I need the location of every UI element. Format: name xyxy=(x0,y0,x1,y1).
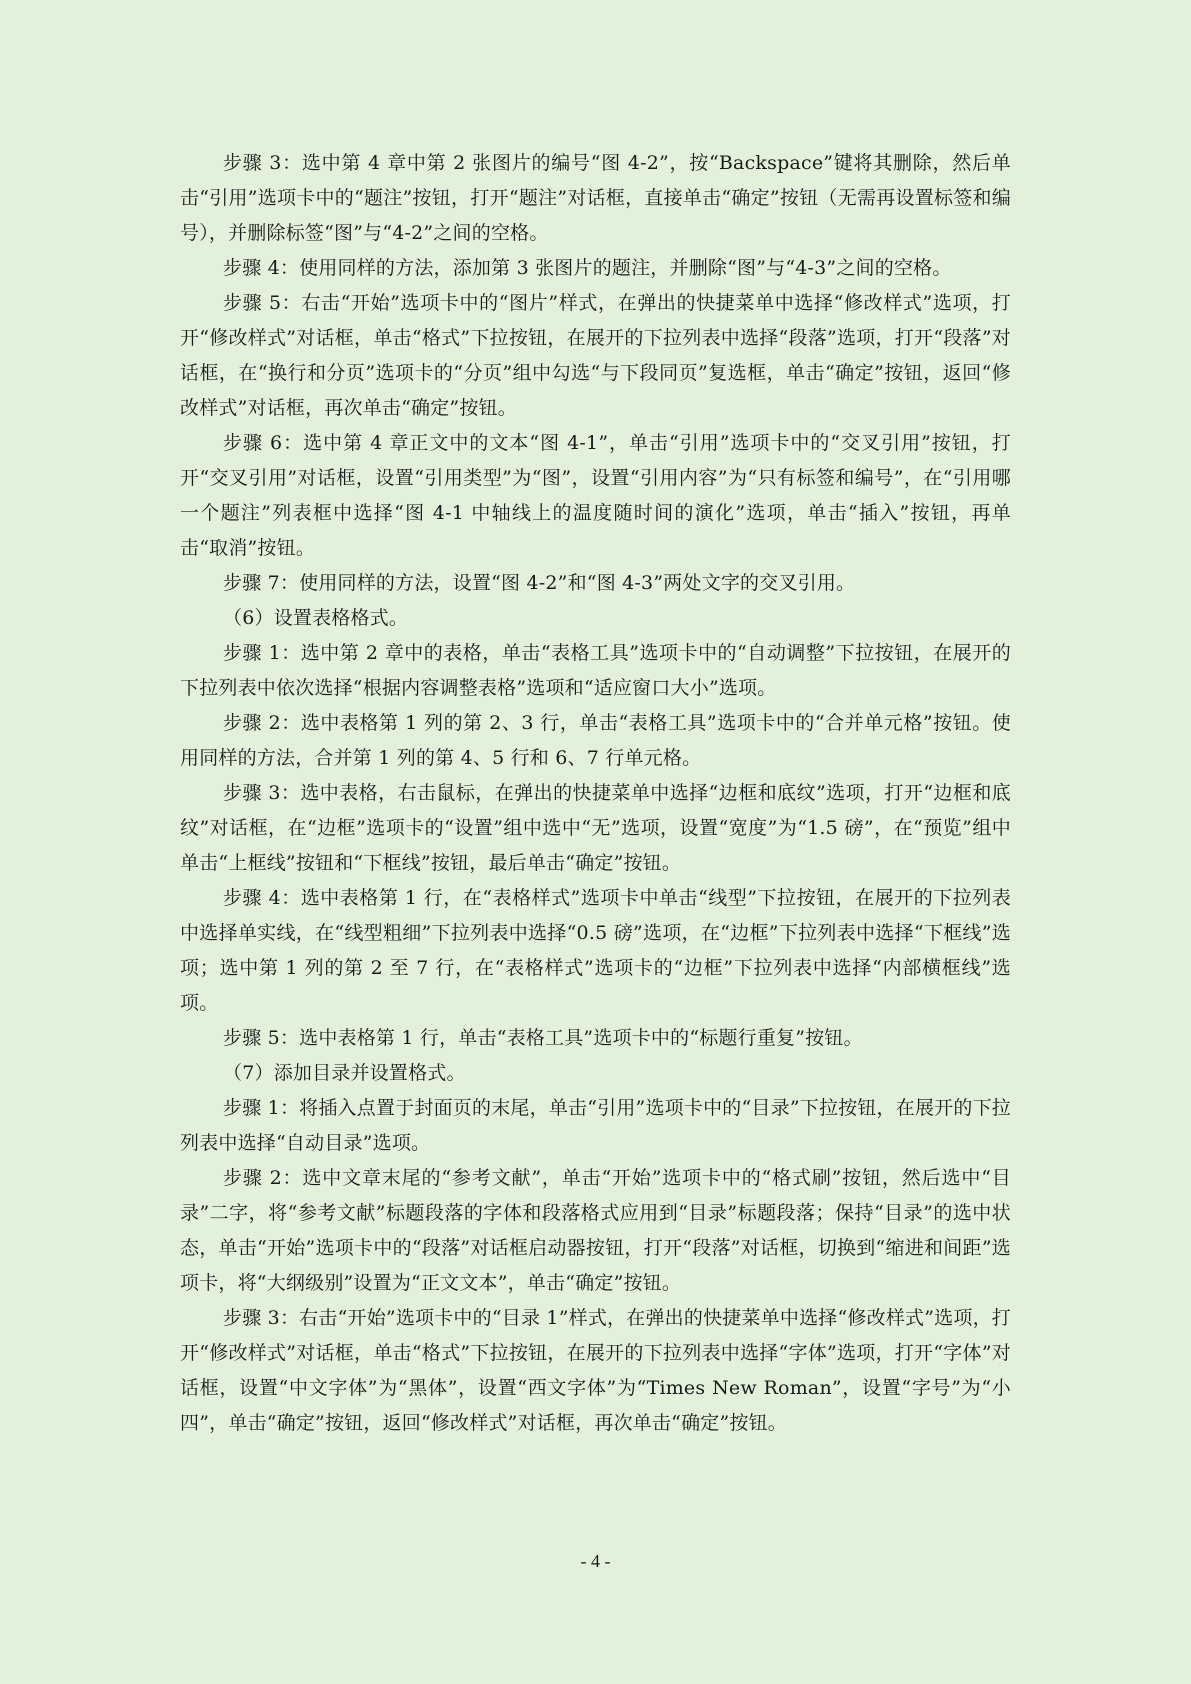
paragraph-table-step4: 步骤 4：选中表格第 1 行，在“表格样式”选项卡中单击“线型”下拉按钮，在展开的下拉列表中选择单实线，在“线型粗细”下拉列表中选择“0.5 磅”选项，在“边框”下拉列表中选择“下框线”选项；选中第 1 列的第 2 至 7 行，在“表格样式”选项卡的“边框”下拉列表中选择“内部横框线”选项。 xyxy=(180,887,1011,1014)
paragraph-table-step2: 步骤 2：选中表格第 1 列的第 2、3 行，单击“表格工具”选项卡中的“合并单元格”按钮。使用同样的方法，合并第 1 列的第 4、5 行和 6、7 行单元格。 xyxy=(180,712,1011,769)
paragraph-table-step5: 步骤 5：选中表格第 1 行，单击“表格工具”选项卡中的“标题行重复”按钮。 xyxy=(223,1027,863,1049)
document-body xyxy=(180,146,1011,1441)
paragraph-step6-crossref: 步骤 6：选中第 4 章正文中的文本“图 4-1”，单击“引用”选项卡中的“交叉引用”按钮，打开“交叉引用”对话框，设置“引用类型”为“图”，设置“引用内容”为“只有标签和编号”，在“引用哪一个题注”列表框中选择“图 4-1 中轴线上的温度随时间的演化”选项，单击“插入”按钮，再单击“取消”按钮。 xyxy=(180,432,1011,559)
paragraph-step4-caption: 步骤 4：使用同样的方法，添加第 3 张图片的题注，并删除“图”与“4-3”之间的空格。 xyxy=(223,257,952,279)
paragraph-toc-step2: 步骤 2：选中文章末尾的“参考文献”，单击“开始”选项卡中的“格式刷”按钮，然后选中“目录”二字，将“参考文献”标题段落的字体和段落格式应用到“目录”标题段落；保持“目录”的选中状态，单击“开始”选项卡中的“段落”对话框启动器按钮，打开“段落”对话框，切换到“缩进和间距”选项卡，将“大纲级别”设置为“正文文本”，单击“确定”按钮。 xyxy=(180,1167,1011,1294)
paragraph-step7-crossref: 步骤 7：使用同样的方法，设置“图 4-2”和“图 4-3”两处文字的交叉引用。 xyxy=(223,572,856,594)
paragraph-table-step3: 步骤 3：选中表格，右击鼠标，在弹出的快捷菜单中选择“边框和底纹”选项，打开“边框和底纹”对话框，在“边框”选项卡的“设置”组中选中“无”选项，设置“宽度”为“1.5 磅”，在“预览”组中单击“上框线”按钮和“下框线”按钮，最后单击“确定”按钮。 xyxy=(180,782,1011,874)
paragraph-table-step1: 步骤 1：选中第 2 章中的表格，单击“表格工具”选项卡中的“自动调整”下拉按钮，在展开的下拉列表中依次选择“根据内容调整表格”选项和“适应窗口大小”选项。 xyxy=(180,642,1011,699)
paragraph-step5-style: 步骤 5：右击“开始”选项卡中的“图片”样式，在弹出的快捷菜单中选择“修改样式”选项，打开“修改样式”对话框，单击“格式”下拉按钮，在展开的下拉列表中选择“段落”选项，打开“段落”对话框，在“换行和分页”选项卡的“分页”组中勾选“与下段同页”复选框，单击“确定”按钮，返回“修改样式”对话框，再次单击“确定”按钮。 xyxy=(180,292,1011,419)
paragraph-step3-caption: 步骤 3：选中第 4 章中第 2 张图片的编号“图 4-2”，按“Backspace”键将其删除，然后单击“引用”选项卡中的“题注”按钮，打开“题注”对话框，直接单击“确定”按钮（无需再设置标签和编号），并删除标签“图”与“4-2”之间的空格。 xyxy=(180,152,1011,244)
paragraph-toc-step1: 步骤 1：将插入点置于封面页的末尾，单击“引用”选项卡中的“目录”下拉按钮，在展开的下拉列表中选择“自动目录”选项。 xyxy=(180,1097,1011,1154)
section-heading-toc: （7）添加目录并设置格式。 xyxy=(223,1062,466,1084)
page-number: - 4 - xyxy=(580,1551,611,1571)
section-heading-table-format: （6）设置表格格式。 xyxy=(223,607,409,629)
paragraph-toc-step3: 步骤 3：右击“开始”选项卡中的“目录 1”样式，在弹出的快捷菜单中选择“修改样式”选项，打开“修改样式”对话框，单击“格式”下拉按钮，在展开的下拉列表中选择“字体”选项，打开“字体”对话框，设置“中文字体”为“黑体”，设置“西文字体”为“Times New Roman”，设置“字号”为“小四”，单击“确定”按钮，返回“修改样式”对话框，再次单击“确定”按钮。 xyxy=(180,1307,1011,1434)
